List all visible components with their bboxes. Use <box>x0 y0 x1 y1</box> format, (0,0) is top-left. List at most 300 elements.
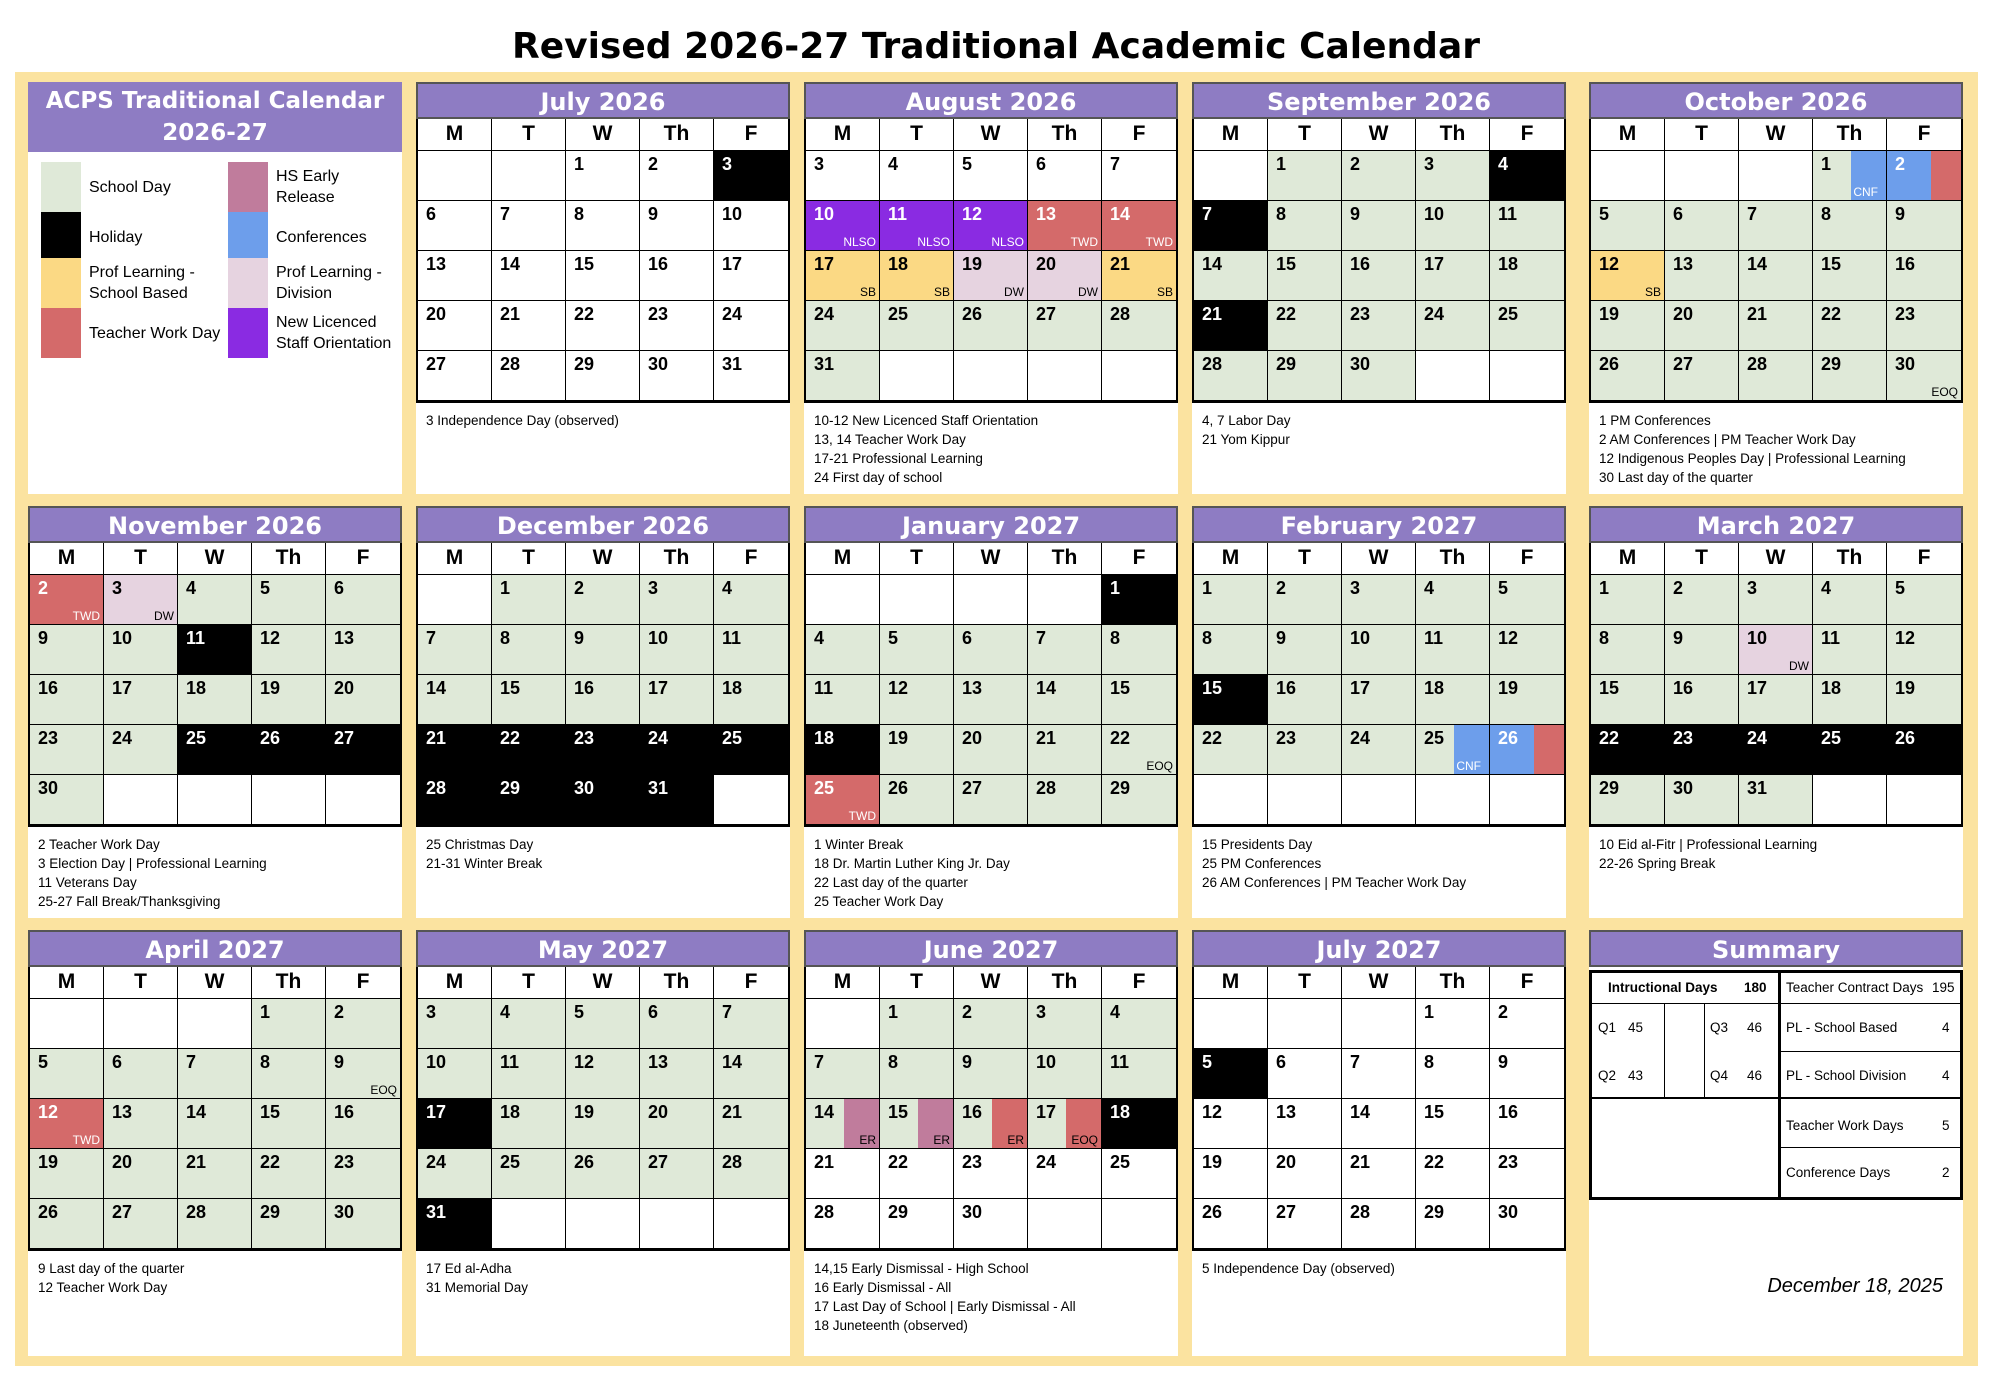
note-line: 25 PM Conferences <box>1202 856 1322 871</box>
day-cell <box>1665 301 1739 351</box>
weekday-header: F <box>1102 967 1176 999</box>
day-cell <box>252 1199 326 1249</box>
note-line: 22 Last day of the quarter <box>814 875 968 890</box>
day-cell <box>1194 201 1268 251</box>
day-number: 18 <box>814 728 835 748</box>
day-cell <box>492 1099 566 1149</box>
weekday-header: F <box>1490 543 1564 575</box>
day-cell <box>1591 351 1665 401</box>
day-cell <box>806 725 880 775</box>
month-panel <box>804 506 1178 918</box>
day-code: DW <box>1789 659 1809 673</box>
day-number: 16 <box>648 254 669 274</box>
day-cell <box>1102 351 1176 401</box>
day-number: 12 <box>962 204 983 224</box>
day-cell <box>806 575 880 625</box>
day-number: 21 <box>1747 304 1768 324</box>
day-cell <box>492 675 566 725</box>
note-line: 17 Ed al-Adha <box>426 1261 512 1276</box>
day-number: 2 <box>1673 578 1684 598</box>
day-number: 26 <box>574 1152 595 1172</box>
day-cell <box>640 301 714 351</box>
day-number: 3 <box>1747 578 1758 598</box>
weekday-header: F <box>1490 119 1564 151</box>
day-cell <box>1102 1049 1176 1099</box>
day-number: 16 <box>1895 254 1916 274</box>
legend-item <box>41 308 220 358</box>
day-cell <box>806 351 880 401</box>
day-cell <box>30 1099 104 1149</box>
day-number: 19 <box>1895 678 1916 698</box>
day-number: 12 <box>1202 1102 1223 1122</box>
weekday-header: T <box>1268 119 1342 151</box>
day-number: 5 <box>1895 578 1906 598</box>
day-number: 26 <box>260 728 281 748</box>
day-cell <box>640 725 714 775</box>
day-cell <box>954 1149 1028 1199</box>
legend-label: New Licenced Staff Orientation <box>276 314 392 352</box>
day-number: 9 <box>1350 204 1361 224</box>
day-number: 22 <box>1276 304 1297 324</box>
weekday-header: Th <box>252 967 326 999</box>
day-number: 10 <box>1747 628 1768 648</box>
day-cell <box>880 625 954 675</box>
day-number: 6 <box>426 204 437 224</box>
day-number: 10 <box>1424 204 1445 224</box>
day-number: 9 <box>962 1052 973 1072</box>
day-cell <box>566 625 640 675</box>
note-line: 15 Presidents Day <box>1202 837 1313 852</box>
day-number: 23 <box>1498 1152 1519 1172</box>
day-cell <box>1739 575 1813 625</box>
day-number: 5 <box>260 578 271 598</box>
day-cell <box>104 1099 178 1149</box>
day-cell <box>1194 725 1268 775</box>
day-cell <box>880 725 954 775</box>
day-number: 22 <box>1821 304 1842 324</box>
day-cell <box>492 251 566 301</box>
month-notes <box>416 1251 790 1297</box>
month-panel <box>1589 82 1963 494</box>
weekday-header: T <box>492 119 566 151</box>
day-cell <box>1102 151 1176 201</box>
note-line: 1 Winter Break <box>814 837 904 852</box>
weekday-header: M <box>1194 967 1268 999</box>
day-number: 22 <box>1599 728 1620 748</box>
note-line: 2 Teacher Work Day <box>38 837 160 852</box>
day-cell <box>1490 201 1564 251</box>
day-number: 21 <box>814 1152 835 1172</box>
day-number: 8 <box>1599 628 1610 648</box>
legend-swatch <box>41 212 81 262</box>
day-cell <box>1102 1149 1176 1199</box>
day-cell <box>1813 251 1887 301</box>
day-cell <box>1416 251 1490 301</box>
month-title: December 2026 <box>416 506 790 543</box>
day-cell <box>1665 575 1739 625</box>
day-cell <box>1342 625 1416 675</box>
legend-label: HS Early Release <box>276 168 340 206</box>
day-code: EOQ <box>1931 385 1958 399</box>
day-code: ER <box>933 1133 950 1147</box>
day-cell <box>492 625 566 675</box>
day-number: 2 <box>1350 154 1361 174</box>
day-number: 14 <box>1747 254 1768 274</box>
legend-swatch <box>228 308 268 358</box>
day-number: 28 <box>186 1202 207 1222</box>
day-cell <box>714 675 788 725</box>
day-number: 23 <box>574 728 595 748</box>
day-number: 28 <box>1110 304 1131 324</box>
q1-label: Q1 <box>1598 1020 1617 1035</box>
day-cell <box>1342 775 1416 825</box>
day-cell <box>1028 775 1102 825</box>
day-cell <box>104 999 178 1049</box>
month-notes <box>804 1251 1178 1335</box>
day-number: 28 <box>814 1202 835 1222</box>
day-number: 28 <box>722 1152 743 1172</box>
day-cell <box>1416 351 1490 401</box>
day-cell <box>326 1199 400 1249</box>
day-cell <box>1342 151 1416 201</box>
day-cell <box>1813 575 1887 625</box>
day-number: 15 <box>1110 678 1131 698</box>
legend-label: Teacher Work Day <box>89 324 221 342</box>
day-cell <box>1665 351 1739 401</box>
day-number: 19 <box>1498 678 1519 698</box>
day-code: EOQ <box>1146 759 1173 773</box>
month-grid <box>804 543 1178 827</box>
day-cell <box>566 725 640 775</box>
day-cell <box>252 1149 326 1199</box>
weekday-header: F <box>326 967 400 999</box>
month-title: March 2027 <box>1589 506 1963 543</box>
day-number: 18 <box>186 678 207 698</box>
day-cell <box>326 725 400 775</box>
day-cell <box>806 201 880 251</box>
month-panel <box>28 930 402 1356</box>
weekday-header: M <box>806 967 880 999</box>
day-cell <box>806 151 880 201</box>
day-cell <box>1490 1149 1564 1199</box>
day-cell <box>1028 301 1102 351</box>
day-cell <box>640 575 714 625</box>
day-cell <box>1194 1049 1268 1099</box>
legend-swatch <box>41 258 81 308</box>
day-number: 22 <box>500 728 521 748</box>
month-grid <box>1192 119 1566 403</box>
day-cell <box>1342 201 1416 251</box>
day-cell <box>1028 575 1102 625</box>
legend-label: Prof Learning - School Based <box>89 264 195 302</box>
day-number: 19 <box>1202 1152 1223 1172</box>
day-number: 18 <box>1424 678 1445 698</box>
day-cell <box>1665 625 1739 675</box>
instructional-days-value: 180 <box>1744 980 1767 995</box>
weekday-header: Th <box>1813 543 1887 575</box>
day-cell <box>714 775 788 825</box>
day-number: 5 <box>1599 204 1610 224</box>
day-number: 15 <box>500 678 521 698</box>
day-cell <box>418 725 492 775</box>
day-cell <box>1739 675 1813 725</box>
day-split-color <box>1534 725 1564 774</box>
legend-label: Prof Learning - Division <box>276 264 382 302</box>
weekday-header: W <box>566 119 640 151</box>
day-cell <box>954 351 1028 401</box>
day-number: 4 <box>722 578 733 598</box>
day-cell <box>954 251 1028 301</box>
weekday-header: W <box>1739 119 1813 151</box>
day-cell <box>954 301 1028 351</box>
day-cell <box>178 999 252 1049</box>
day-number: 29 <box>1276 354 1297 374</box>
day-cell <box>104 675 178 725</box>
day-cell <box>1028 675 1102 725</box>
day-number: 4 <box>1821 578 1832 598</box>
month-panel <box>1192 82 1566 494</box>
day-cell <box>954 725 1028 775</box>
day-number: 1 <box>1110 578 1121 598</box>
legend-swatch <box>228 162 268 212</box>
day-number: 11 <box>186 628 206 648</box>
day-cell <box>492 775 566 825</box>
day-cell <box>806 301 880 351</box>
day-number: 22 <box>574 304 595 324</box>
day-cell <box>1887 151 1961 201</box>
day-number: 3 <box>112 578 123 598</box>
day-cell <box>880 575 954 625</box>
legend-swatch <box>41 162 81 212</box>
weekday-header: M <box>30 967 104 999</box>
day-code: SB <box>1644 285 1661 299</box>
day-cell <box>1102 1199 1176 1249</box>
weekday-header: W <box>178 543 252 575</box>
day-cell <box>492 575 566 625</box>
day-cell <box>30 999 104 1049</box>
day-cell <box>30 725 104 775</box>
day-cell <box>880 775 954 825</box>
day-number: 7 <box>1110 154 1121 174</box>
day-number: 1 <box>1276 154 1287 174</box>
day-cell <box>1268 575 1342 625</box>
weekday-header: T <box>492 543 566 575</box>
day-number: 14 <box>186 1102 207 1122</box>
day-number: 23 <box>1350 304 1371 324</box>
day-number: 29 <box>1599 778 1620 798</box>
day-cell <box>252 675 326 725</box>
day-code: EOQ <box>370 1083 397 1097</box>
note-line: 2 AM Conferences | PM Teacher Work Day <box>1599 432 1856 447</box>
day-cell <box>1813 201 1887 251</box>
day-number: 18 <box>1498 254 1519 274</box>
day-number: 8 <box>1424 1052 1435 1072</box>
day-number: 1 <box>500 578 511 598</box>
day-cell <box>1194 675 1268 725</box>
day-cell <box>880 999 954 1049</box>
day-number: 26 <box>38 1202 59 1222</box>
day-number: 8 <box>888 1052 899 1072</box>
day-cell <box>1268 675 1342 725</box>
day-cell <box>104 1049 178 1099</box>
day-cell <box>1665 151 1739 201</box>
day-cell <box>1665 251 1739 301</box>
day-number: 19 <box>962 254 983 274</box>
day-number: 23 <box>38 728 59 748</box>
day-number: 30 <box>1350 354 1371 374</box>
day-number: 11 <box>722 628 742 648</box>
day-cell <box>492 999 566 1049</box>
day-cell <box>806 1149 880 1199</box>
legend-item <box>228 162 402 212</box>
day-cell <box>880 1149 954 1199</box>
day-number: 16 <box>334 1102 355 1122</box>
day-number: 11 <box>1424 628 1444 648</box>
page-title: Revised 2026-27 Traditional Academic Calendar <box>511 26 1480 67</box>
day-number: 29 <box>1424 1202 1445 1222</box>
day-number: 4 <box>1424 578 1435 598</box>
day-number: 20 <box>334 678 355 698</box>
month-grid <box>1192 967 1566 1251</box>
day-number: 10 <box>1350 628 1371 648</box>
day-cell <box>1416 1049 1490 1099</box>
day-cell <box>1416 301 1490 351</box>
day-number: 15 <box>574 254 595 274</box>
day-number: 20 <box>1673 304 1694 324</box>
day-cell <box>1028 999 1102 1049</box>
day-cell <box>1268 1049 1342 1099</box>
day-cell <box>1342 1149 1416 1199</box>
note-line: 17 Last Day of School | Early Dismissal - All <box>814 1299 1076 1314</box>
day-cell <box>1416 775 1490 825</box>
weekday-header: W <box>566 543 640 575</box>
note-line: 5 Independence Day (observed) <box>1202 1261 1395 1276</box>
day-cell <box>566 775 640 825</box>
day-number: 28 <box>1350 1202 1371 1222</box>
month-notes <box>1192 827 1566 892</box>
weekday-header: F <box>1102 119 1176 151</box>
q2-label: Q2 <box>1598 1068 1617 1083</box>
day-cell <box>326 675 400 725</box>
day-number: 30 <box>38 778 59 798</box>
day-cell <box>640 1149 714 1199</box>
day-number: 6 <box>1276 1052 1287 1072</box>
q3-value: 46 <box>1747 1020 1763 1035</box>
day-cell <box>1194 999 1268 1049</box>
day-number: 30 <box>1673 778 1694 798</box>
day-cell <box>714 575 788 625</box>
day-cell <box>104 775 178 825</box>
day-cell <box>1887 201 1961 251</box>
weekday-header: M <box>418 543 492 575</box>
day-number: 30 <box>1895 354 1916 374</box>
day-number: 26 <box>962 304 983 324</box>
day-cell <box>326 999 400 1049</box>
day-cell <box>1591 625 1665 675</box>
day-number: 21 <box>1036 728 1057 748</box>
day-number: 16 <box>1498 1102 1519 1122</box>
day-cell <box>714 351 788 401</box>
day-cell <box>1194 1199 1268 1249</box>
day-number: 2 <box>962 1002 973 1022</box>
day-number: 20 <box>1276 1152 1297 1172</box>
weekday-header: Th <box>1416 967 1490 999</box>
day-number: 22 <box>1110 728 1131 748</box>
note-line: 25 Teacher Work Day <box>814 894 944 909</box>
day-number: 17 <box>648 678 669 698</box>
day-number: 12 <box>1498 628 1519 648</box>
day-number: 25 <box>186 728 207 748</box>
day-number: 5 <box>888 628 899 648</box>
day-number: 27 <box>1036 304 1057 324</box>
day-number: 14 <box>1202 254 1223 274</box>
day-cell <box>640 201 714 251</box>
day-number: 9 <box>1673 628 1684 648</box>
day-number: 8 <box>1202 628 1213 648</box>
weekday-header: W <box>566 967 640 999</box>
legend-item <box>41 212 142 262</box>
day-number: 14 <box>1110 204 1131 224</box>
day-cell <box>880 151 954 201</box>
legend-swatch <box>41 308 81 358</box>
contract-days-label: Teacher Contract Days <box>1786 980 1924 995</box>
day-cell <box>104 625 178 675</box>
day-cell <box>1268 775 1342 825</box>
day-cell <box>1490 251 1564 301</box>
day-number: 19 <box>1599 304 1620 324</box>
day-number: 29 <box>888 1202 909 1222</box>
day-number: 7 <box>426 628 437 648</box>
month-panel <box>416 930 790 1356</box>
note-line: 25 Christmas Day <box>426 837 534 852</box>
day-cell <box>418 201 492 251</box>
q4-value: 46 <box>1747 1068 1763 1083</box>
day-number: 18 <box>722 678 743 698</box>
day-number: 3 <box>426 1002 437 1022</box>
month-panel <box>28 506 402 918</box>
day-cell <box>30 625 104 675</box>
note-line: 3 Independence Day (observed) <box>426 413 619 428</box>
day-cell <box>1887 301 1961 351</box>
note-line: 24 First day of school <box>814 470 943 485</box>
day-code: TWD <box>1070 235 1098 249</box>
day-cell <box>30 1149 104 1199</box>
legend-item <box>41 258 195 308</box>
month-notes <box>416 403 790 430</box>
day-number: 17 <box>1036 1102 1057 1122</box>
day-cell <box>714 301 788 351</box>
day-cell <box>954 775 1028 825</box>
day-number: 12 <box>888 678 909 698</box>
day-number: 2 <box>334 1002 345 1022</box>
day-cell <box>1028 1199 1102 1249</box>
day-number: 31 <box>426 1202 447 1222</box>
day-number: 1 <box>1599 578 1610 598</box>
day-cell <box>178 1199 252 1249</box>
day-number: 17 <box>722 254 743 274</box>
day-cell <box>1102 999 1176 1049</box>
day-cell <box>1739 301 1813 351</box>
day-cell <box>1194 575 1268 625</box>
weekday-header: Th <box>640 119 714 151</box>
day-number: 25 <box>1821 728 1842 748</box>
day-number: 25 <box>1424 728 1445 748</box>
day-cell <box>1028 151 1102 201</box>
month-panel <box>1589 506 1963 918</box>
day-number: 15 <box>1424 1102 1445 1122</box>
day-number: 2 <box>1498 1002 1509 1022</box>
day-cell <box>1887 725 1961 775</box>
